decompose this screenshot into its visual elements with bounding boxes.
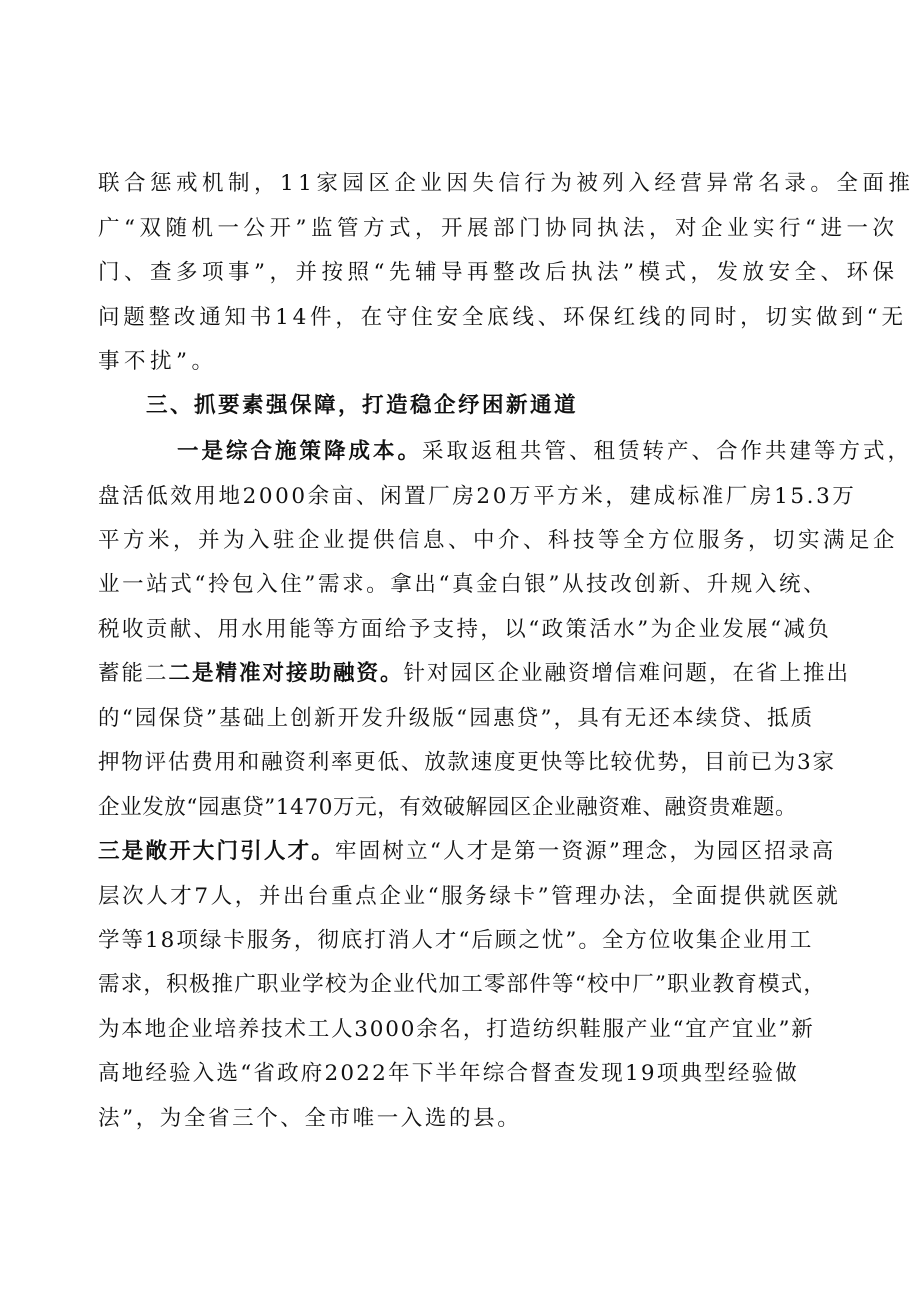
- paragraph-line: [98, 342, 398, 382]
- line-text: 押物评估费用和融资利率更低、放款速度更快等比较优势，目前已为3家: [98, 750, 836, 775]
- line-text: 学等18项绿卡服务，彻底打消人才“后顾之忧”。全方位收集企业用工: [98, 928, 814, 953]
- paragraph-line: [98, 610, 832, 650]
- paragraph-line: [98, 654, 851, 694]
- line-text: 针对园区企业融资增信难问题，在省上推出: [403, 661, 851, 686]
- line-text: 牢固树立“人才是第一资源”理念，为园区招录高: [335, 839, 836, 864]
- line-text: 广“双随机一公开”监管方式，开展部门协同执法，对企业实行“进一次: [98, 216, 899, 241]
- line-text: 法”，为全省三个、全市唯一入选的县。: [98, 1106, 522, 1131]
- line-text: 门、查多项事”，并按照“先辅导再整改后执法”模式，发放安全、环保: [98, 260, 899, 285]
- line-text: 高地经验入选“省政府2022年下半年综合督查发现19项典型经验做: [98, 1061, 799, 1086]
- paragraph-line: [98, 521, 899, 561]
- paragraph-line: [98, 209, 899, 249]
- paragraph-line: [98, 743, 836, 783]
- paragraph-line: [98, 921, 828, 961]
- bold-lead: 三是敞开大门引人才。: [98, 839, 336, 864]
- paragraph-line: [177, 432, 913, 472]
- paragraph-line: [98, 965, 828, 1005]
- section-heading-text: 三、抓要素强保障，打造稳企纾困新通道: [146, 393, 579, 418]
- line-text: 业一站式“拎包入住”需求。拿出“真金白银”从技改创新、升规入统、: [98, 572, 828, 597]
- paragraph-line: [98, 832, 836, 872]
- paragraph-line: [98, 1010, 828, 1050]
- line-text: 的“园保贷”基础上创新开发升级版“园惠贷”，具有无还本续贷、抵质: [98, 706, 815, 731]
- bold-lead: 一是综合施策降成本。: [177, 439, 423, 464]
- section-heading: [146, 386, 746, 426]
- paragraph-line: [98, 477, 857, 517]
- line-text: 事不扰”。: [98, 349, 218, 374]
- line-text: 需求，积极推广职业学校为企业代加工零部件等“校中厂”职业教育模式，: [98, 972, 827, 997]
- line-prefix: 蓄能二: [98, 661, 169, 686]
- line-text: 平方米，并为入驻企业提供信息、中介、科技等全方位服务，切实满足企: [98, 528, 899, 553]
- paragraph-line: [98, 699, 828, 739]
- paragraph-line: [98, 565, 828, 605]
- line-text: 盘活低效用地2000余亩、闲置厂房20万平方米，建成标准厂房15.3万: [98, 484, 857, 509]
- paragraph-line: [98, 298, 907, 338]
- paragraph-line: [98, 253, 899, 293]
- line-text: 企业发放“园惠贷”1470万元，有效破解园区企业融资难、融资贵难题。: [98, 795, 798, 820]
- paragraph-line: [98, 1099, 598, 1139]
- line-text: 采取返租共管、租赁转产、合作共建等方式，: [422, 439, 913, 464]
- paragraph-line: [98, 877, 841, 917]
- paragraph-line: [98, 164, 915, 204]
- paragraph-line: [98, 788, 828, 828]
- bold-lead: 二是精准对接助融资。: [168, 661, 404, 686]
- line-text: 层次人才7人，并出台重点企业“服务绿卡”管理办法，全面提供就医就: [98, 884, 841, 909]
- paragraph-line: [98, 1054, 828, 1094]
- line-text: 税收贡献、用水用能等方面给予支持，以“政策活水”为企业发展“减负: [98, 617, 832, 642]
- line-text: 问题整改通知书14件，在守住安全底线、环保红线的同时，切实做到“无: [98, 305, 907, 330]
- line-text: 联合惩戒机制，11家园区企业因失信行为被列入经营异常名录。全面推: [98, 171, 915, 196]
- line-text: 为本地企业培养技术工人3000余名，打造纺织鞋服产业“宜产宜业”新: [98, 1017, 815, 1042]
